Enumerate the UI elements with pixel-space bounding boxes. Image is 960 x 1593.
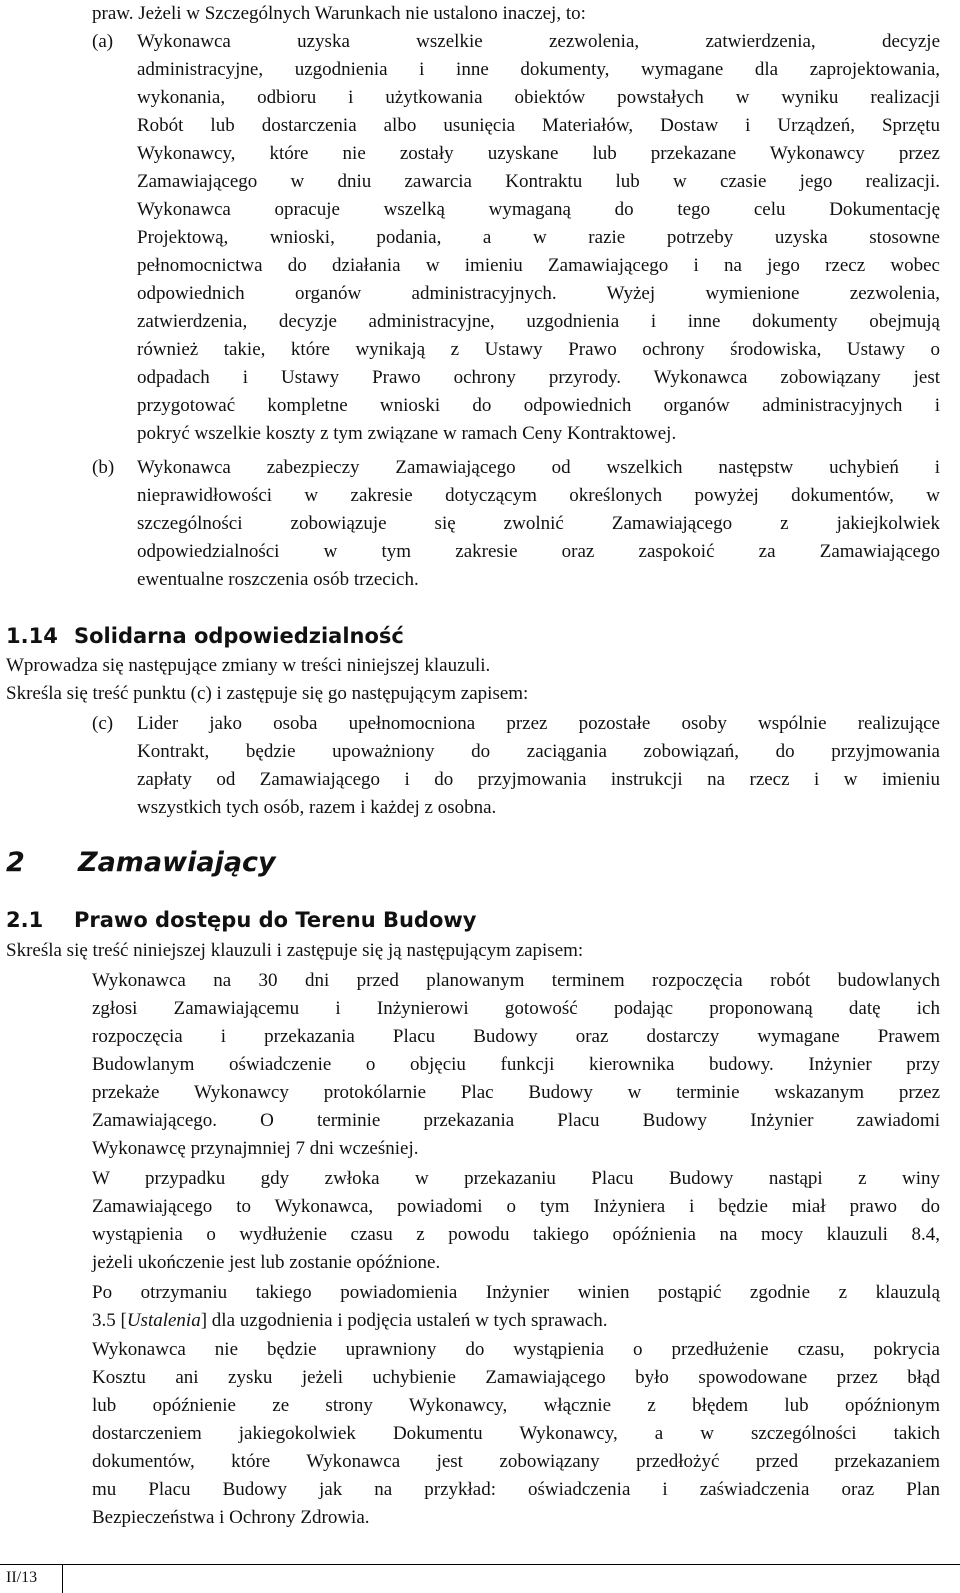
section-number: 1.14 [6, 624, 58, 648]
section-heading-2-1 [6, 905, 476, 935]
text-line: przygotować kompletne wnioski do odpowiednich organów administracyjnych i [137, 395, 940, 416]
text-line: mu Placu Budowy jak na przykład: oświadczenia i zaświadczenia oraz Plan [92, 1479, 940, 1500]
section-number: 2.1 [6, 908, 44, 932]
text-line: Wprowadza się następujące zmiany w treści niniejszej klauzuli. [6, 655, 491, 676]
text-line: wszystkich tych osób, razem i każdej z osobna. [137, 797, 497, 818]
page-number: II/13 [6, 1569, 38, 1586]
text-line: wykonania, odbioru i użytkowania obiektów powstałych w wyniku realizacji [137, 87, 940, 108]
text-line: Zamawiającego to Wykonawca, powiadomi o tym Inżyniera i będzie miał prawo do [92, 1196, 940, 1217]
text-line: Po otrzymaniu takiego powiadomienia Inżynier winien postąpić zgodnie z klauzulą [92, 1282, 940, 1303]
chapter-heading-2 [6, 846, 276, 880]
text-line: dostarczeniem jakiegokolwiek Dokumentu Wykonawcy, a w szczególności takich [92, 1423, 940, 1444]
text-line: Skreśla się treść niniejszej klauzuli i zastępuje się ją następującym zapisem: [6, 940, 584, 961]
text-line: odpowiednich organów administracyjnych. Wyżej wymienione zezwolenia, [137, 283, 940, 304]
chapter-number: 2 [6, 847, 25, 878]
text-line: odpadach i Ustawy Prawo ochrony przyrody. Wykonawca zobowiązany jest [137, 367, 940, 388]
text-line: Zamawiającego. O terminie przekazania Placu Budowy Inżynier zawiadomi [92, 1110, 940, 1131]
text-span: ] dla uzgodnienia i podjęcia ustaleń w tych sprawach. [200, 1310, 608, 1331]
footer-page-divider [62, 1564, 63, 1593]
text-line: jeżeli ukończenie jest lub zostanie opóźnione. [92, 1252, 441, 1273]
text-line: rozpoczęcia i przekazania Placu Budowy oraz dostarczy wymagane Prawem [92, 1026, 940, 1047]
text-line: W przypadku gdy zwłoka w przekazaniu Placu Budowy nastąpi z winy [92, 1168, 940, 1189]
text-line: dokumentów, które Wykonawca jest zobowiązany przedłożyć przed przekazaniem [92, 1451, 940, 1472]
text-line: lub opóźnienie ze strony Wykonawcy, włącznie z błędem lub opóźnionym [92, 1395, 940, 1416]
text-line: ewentualne roszczenia osób trzecich. [137, 569, 419, 590]
item-c-marker: (c) [92, 713, 114, 734]
text-line [92, 1307, 608, 1335]
text-line: Wykonawca opracuje wszelką wymaganą do tego celu Dokumentację [137, 199, 940, 220]
section-heading-1-14 [6, 621, 404, 651]
text-line: szczególności zobowiązuje się zwolnić Zamawiającego z jakiejkolwiek [137, 513, 940, 534]
text-line: Wykonawcy, które nie zostały uzyskane lub przekazane Wykonawcy przez [137, 143, 940, 164]
text-line: pokryć wszelkie koszty z tym związane w ramach Ceny Kontraktowej. [137, 423, 677, 444]
text-line: zgłosi Zamawiającemu i Inżynierowi gotowość podając proponowaną datę ich [92, 998, 940, 1019]
text-line: pełnomocnictwa do działania w imieniu Zamawiającego i na jego rzecz wobec [137, 255, 940, 276]
text-line: Robót lub dostarczenia albo usunięcia Materiałów, Dostaw i Urządzeń, Sprzętu [137, 115, 940, 136]
footer-divider [0, 1564, 960, 1565]
text-line: Skreśla się treść punktu (c) i zastępuje się go następującym zapisem: [6, 683, 529, 704]
text-line: administracyjne, uzgodnienia i inne dokumenty, wymagane dla zaprojektowania, [137, 59, 940, 80]
text-line: nieprawidłowości w zakresie dotyczącym określonych powyżej dokumentów, w [137, 485, 940, 506]
text-line: Kosztu ani zysku jeżeli uchybienie Zamawiającego było spowodowane przez błąd [92, 1367, 940, 1388]
clause-reference: Ustalenia [126, 1310, 201, 1331]
text-line: przekaże Wykonawcy protokólarnie Plac Budowy w terminie wskazanym przez [92, 1082, 940, 1103]
text-line: również takie, które wynikają z Ustawy Prawo ochrony środowiska, Ustawy o [137, 339, 940, 360]
text-line: odpowiedzialności w tym zakresie oraz zaspokoić za Zamawiającego [137, 541, 940, 562]
chapter-title: Zamawiający [78, 847, 276, 878]
intro-line: praw. Jeżeli w Szczególnych Warunkach nie ustalono inaczej, to: [92, 3, 586, 24]
text-line: Wykonawcę przynajmniej 7 dni wcześniej. [92, 1138, 419, 1159]
text-line: Wykonawca nie będzie uprawniony do wystąpienia o przedłużenie czasu, pokrycia [92, 1339, 940, 1360]
text-line: wystąpienia o wydłużenie czasu z powodu takiego opóźnienia na mocy klauzuli 8.4, [92, 1224, 940, 1245]
section-title: Solidarna odpowiedzialność [74, 624, 404, 648]
text-line: Wykonawca zabezpieczy Zamawiającego od wszelkich następstw uchybień i [137, 457, 940, 478]
text-line: zapłaty od Zamawiającego i do przyjmowania instrukcji na rzecz i w imieniu [137, 769, 940, 790]
text-line: Zamawiającego w dniu zawarcia Kontraktu lub w czasie jego realizacji. [137, 171, 940, 192]
text-span: 3.5 [ [92, 1310, 127, 1331]
text-line: Wykonawca uzyska wszelkie zezwolenia, zatwierdzenia, decyzje [137, 31, 940, 52]
item-a-marker: (a) [92, 31, 114, 52]
section-title: Prawo dostępu do Terenu Budowy [74, 908, 477, 932]
text-line: Budowlanym oświadczenie o objęciu funkcji kierownika budowy. Inżynier przy [92, 1054, 940, 1075]
item-b-marker: (b) [92, 457, 115, 478]
text-line: Bezpieczeństwa i Ochrony Zdrowia. [92, 1507, 370, 1528]
text-line: Lider jako osoba upełnomocniona przez pozostałe osoby wspólnie realizujące [137, 713, 940, 734]
text-line: Projektową, wnioski, podania, a w razie potrzeby uzyska stosowne [137, 227, 940, 248]
text-line: Wykonawca na 30 dni przed planowanym terminem rozpoczęcia robót budowlanych [92, 970, 940, 991]
text-line: Kontrakt, będzie upoważniony do zaciągania zobowiązań, do przyjmowania [137, 741, 940, 762]
text-line: zatwierdzenia, decyzje administracyjne, uzgodnienia i inne dokumenty obejmują [137, 311, 940, 332]
